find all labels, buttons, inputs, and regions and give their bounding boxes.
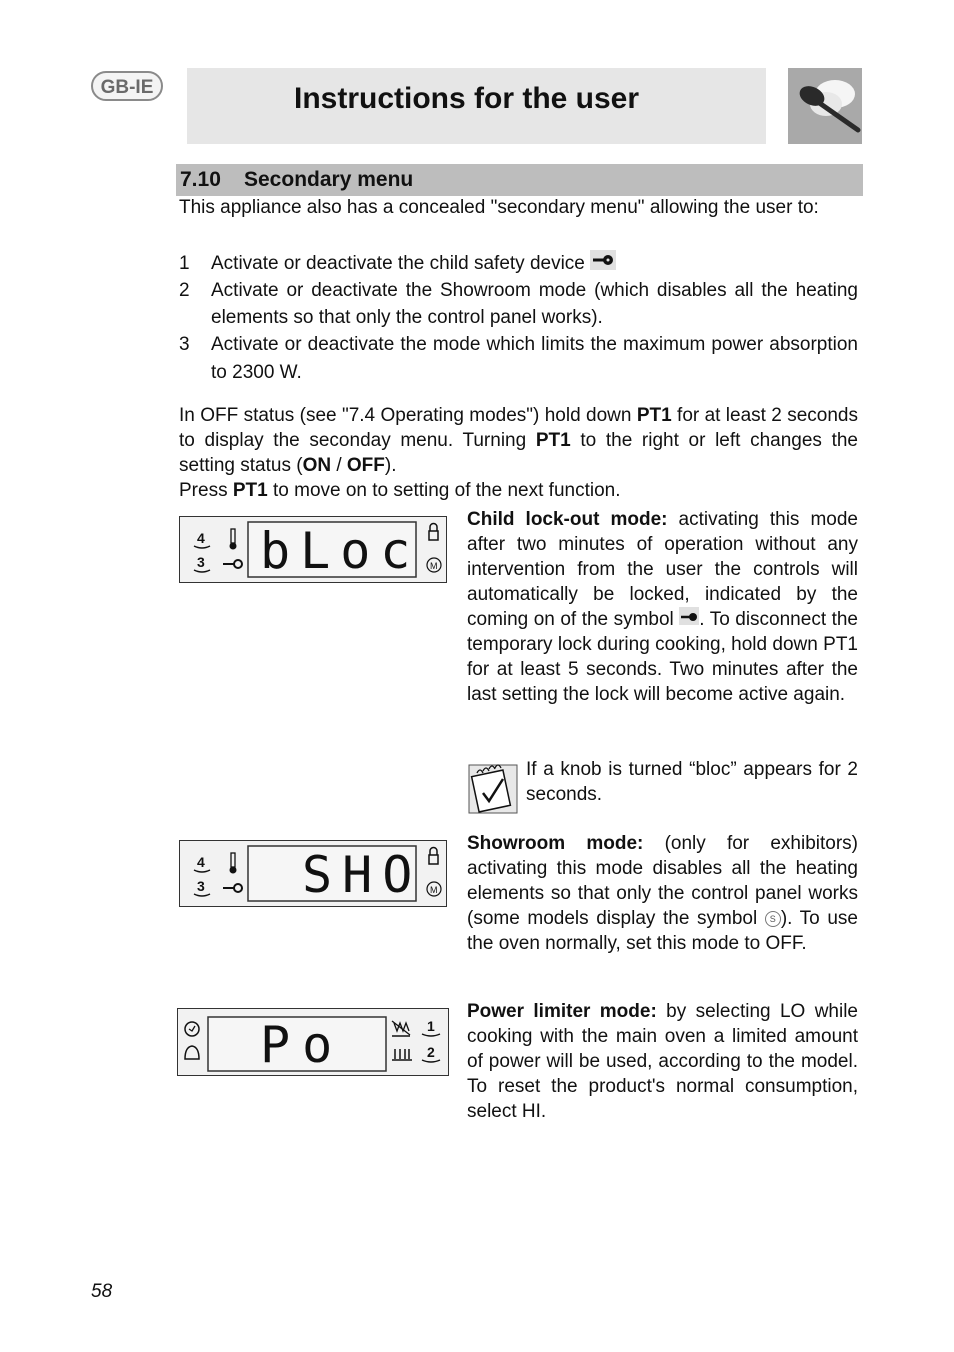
- display-panel-child-lock: [179, 516, 447, 583]
- showroom-paragraph: Showroom mode: (only for exhibitors) activating this mode disables all the heating elements so that only the control panel works (some models display the symbol S ). To use the oven normally, set this mode to OFF.: [467, 833, 858, 954]
- svg-text:3: 3: [197, 878, 205, 894]
- list-item: Activate or deactivate the mode which limits the maximum power absorption to 2300 W.: [211, 334, 858, 383]
- header-band: [187, 68, 766, 144]
- svg-text:M: M: [430, 885, 438, 895]
- page-title: Instructions for the user: [294, 82, 640, 115]
- instructions-paragraph: In OFF status (see "7.4 Operating modes") hold down PT1 for at least 2 seconds to display the seconday menu. Turning PT1 to the right or left changes the setting status (ON / OFF).: [179, 405, 858, 476]
- child-lock-paragraph: Child lock-out mode: activating this mode after two minutes of operation without any intervention from the user the controls will automatically be locked, indicated by the coming on of the symbol . To disconnect the temporary lock during cooking, hold down PT1 for at least 5 seconds. Two minutes after the last setting the lock will become active again.: [467, 509, 858, 706]
- page-number: 58: [91, 1281, 113, 1302]
- segment-display: Po: [260, 1016, 345, 1074]
- notepad-icon: [467, 763, 519, 815]
- intro-paragraph: This appliance also has a concealed "secondary menu" allowing the user to:: [179, 197, 819, 218]
- power-limiter-paragraph: Power limiter mode: by selecting LO while cooking with the main oven a limited amount of power will be used, according to the model. To reset the product's normal consumption, select HI.: [467, 1001, 858, 1122]
- svg-text:1: 1: [427, 1018, 435, 1034]
- list-number: 2: [179, 280, 190, 301]
- label-4: 4: [197, 530, 205, 546]
- list-number: 3: [179, 334, 190, 355]
- showroom-symbol-icon: S: [765, 911, 781, 927]
- segment-display: SHO: [302, 846, 423, 904]
- display-panel-power-limiter: [177, 1008, 449, 1076]
- press-paragraph: Press PT1 to move on to setting of the next function.: [179, 480, 621, 501]
- list-item: [211, 250, 858, 278]
- section-number: 7.10: [180, 168, 221, 191]
- display-panel-showroom: [179, 840, 447, 907]
- svg-text:2: 2: [427, 1044, 435, 1060]
- section-title: Secondary menu: [244, 168, 414, 191]
- key-icon: [590, 250, 616, 278]
- note-text: If a knob is turned “bloc” appears for 2 seconds.: [526, 759, 858, 805]
- list-item-text: Activate or deactivate the child safety device: [211, 253, 585, 275]
- svg-text:M: M: [430, 561, 438, 571]
- list-item: Activate or deactivate the Showroom mode (which disables all the heating elements so that only the control panel works).: [211, 280, 858, 328]
- svg-text:4: 4: [197, 854, 205, 870]
- label-3: 3: [197, 554, 205, 570]
- key-icon: [679, 607, 699, 632]
- chef-logo-icon: [788, 68, 862, 144]
- region-badge: GB-IE: [91, 71, 163, 101]
- list-number: 1: [179, 253, 190, 274]
- segment-display: bLoc: [260, 522, 421, 580]
- section-header: [176, 164, 863, 196]
